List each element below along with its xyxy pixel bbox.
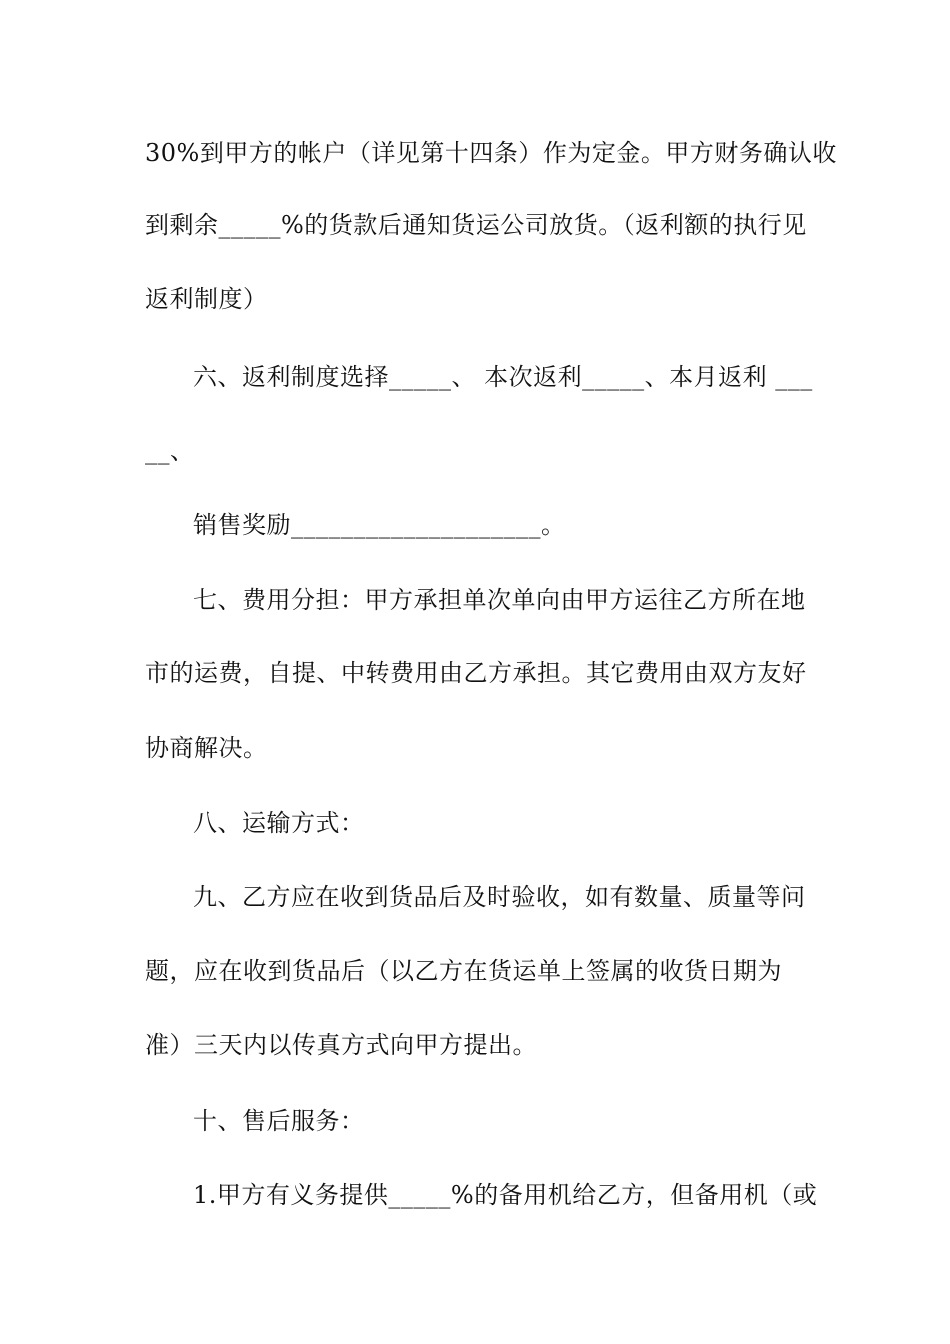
text-line: 1.甲方有义务提供_____%的备用机给乙方，但备用机（或 [193, 1181, 818, 1209]
text-line: 协商解决。 [145, 734, 268, 762]
text-line: 七、费用分担：甲方承担单次单向由甲方运往乙方所在地 [193, 586, 806, 614]
text-line: 到剩余_____%的货款后通知货运公司放货。（返利额的执行见 [145, 211, 807, 239]
text-line: 九、乙方应在收到货品后及时验收，如有数量、质量等问 [193, 883, 806, 911]
text-line: 准）三天内以传真方式向甲方提出。 [145, 1031, 537, 1059]
text-line: 十、售后服务： [193, 1107, 365, 1135]
text-line: 八、运输方式： [193, 809, 365, 837]
text-line: 题，应在收到货品后（以乙方在货运单上签属的收货日期为 [145, 957, 782, 985]
text-line: 六、返利制度选择_____、 本次返利_____、本月返利 ___ [193, 363, 813, 391]
text-line: 市的运费，自提、中转费用由乙方承担。其它费用由双方友好 [145, 659, 807, 687]
text-line: 销售奖励____________________。 [193, 511, 566, 539]
text-line: __、 [145, 437, 195, 465]
text-line: 返利制度） [145, 285, 268, 313]
text-line: 30%到甲方的帐户（详见第十四条）作为定金。甲方财务确认收 [145, 139, 837, 167]
